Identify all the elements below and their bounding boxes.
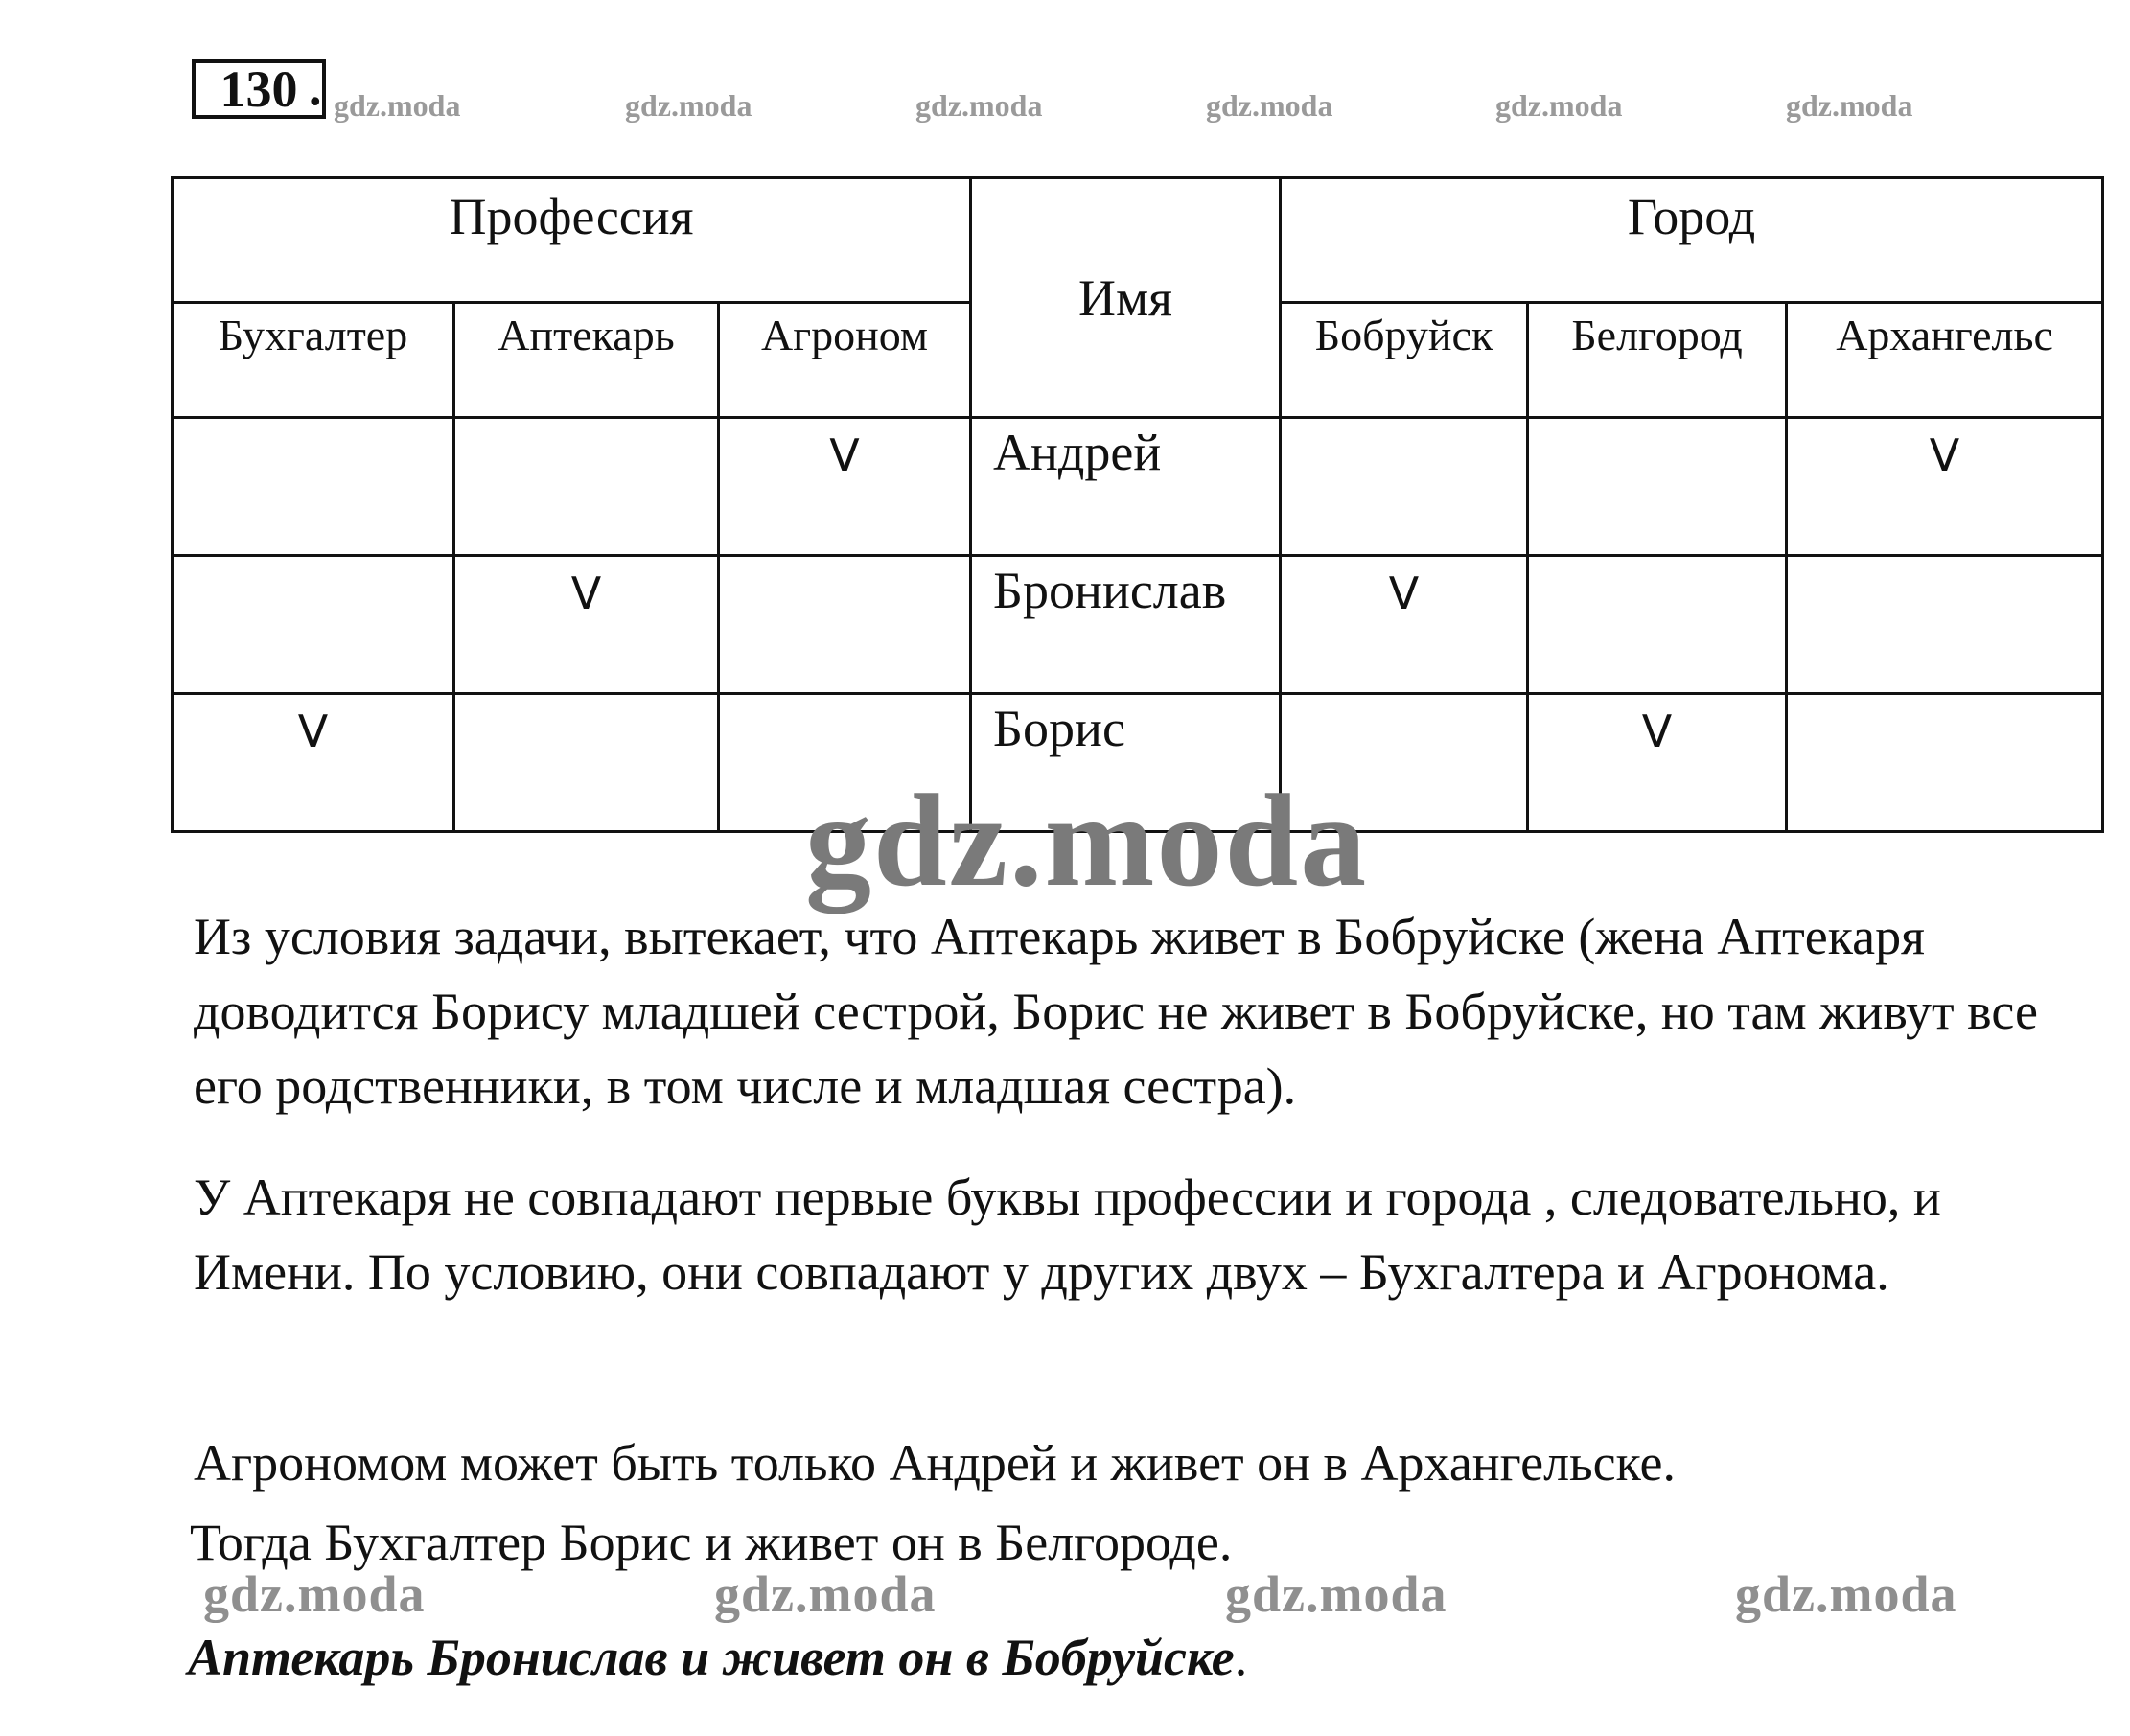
city-cell [1528,556,1787,694]
header-city-item: Бобруйск [1281,303,1528,418]
profession-cell [719,418,971,556]
table-header-row [173,178,2103,303]
city-cell [1528,694,1787,832]
profession-cell [173,418,454,556]
watermark: gdz.moda [334,88,461,123]
paragraph-3: Агрономом может быть только Андрей и живет он в Архангельске. [194,1434,1676,1492]
table-row [173,418,2103,556]
profession-cell [454,556,719,694]
paragraph-4: Тогда Бухгалтер Борис и живет он в Белгороде. [190,1514,1233,1571]
watermark: gdz.moda [203,1565,426,1623]
conclusion-text: Аптекарь Бронислав и живет он в Бобруйске [188,1629,1235,1686]
city-cell [1787,418,2103,556]
check-mark: V [1388,567,1420,619]
paragraph-2: У Аптекаря не совпадают первые буквы профессии и города , следовательно, и Имени. По условию, они совпадают у других двух – Бухгалтера и Агронома. [194,1169,1941,1301]
city-cell [1787,556,2103,694]
city-cell [1528,418,1787,556]
profession-cell [173,694,454,832]
watermark: gdz.moda [625,88,752,123]
city-cell [1281,418,1528,556]
watermark: gdz.moda [1786,88,1913,123]
conclusion [188,1620,1247,1695]
watermark: gdz.moda [1735,1565,1957,1623]
header-profession-item: Бухгалтер [173,303,454,418]
check-mark: V [297,706,329,757]
paragraph-1: Из условия задачи, вытекает, что Аптекарь живет в Бобруйске (жена Аптекаря доводится Борису младшей сестрой, Борис не живет в Бобруйске, но там живут все его родственники, в том числе и младшая сестра). [194,908,2038,1115]
watermark: gdz.moda [1225,1565,1447,1623]
header-city: Город [1281,178,2103,303]
header-profession-item: Аптекарь [454,303,719,418]
table-row [173,556,2103,694]
watermark: gdz.moda [1206,88,1333,123]
profession-cell [454,418,719,556]
task-number: 130 [192,59,326,119]
logic-table [171,176,2104,833]
header-profession: Профессия [173,178,971,303]
watermark: gdz.moda [915,88,1043,123]
check-mark: V [570,567,602,619]
profession-cell [173,556,454,694]
check-mark: V [1929,429,1960,481]
city-cell [1787,694,2103,832]
person-name: Борис [971,694,1281,832]
header-city-item: Архангельс [1787,303,2103,418]
watermark: gdz.moda [1495,88,1623,123]
person-name: Андрей [971,418,1281,556]
watermark: gdz.moda [714,1565,937,1623]
header-city-item: Белгород [1528,303,1787,418]
watermark-large: gdz.moda [805,767,1369,914]
conclusion-period: . [1234,1629,1248,1686]
header-name: Имя [971,178,1281,418]
city-cell [1281,556,1528,694]
header-profession-item: Агроном [719,303,971,418]
task-number-dot: . [309,58,322,116]
profession-cell [454,694,719,832]
profession-cell [719,556,971,694]
check-mark: V [829,429,860,481]
check-mark: V [1641,706,1673,757]
person-name: Бронислав [971,556,1281,694]
